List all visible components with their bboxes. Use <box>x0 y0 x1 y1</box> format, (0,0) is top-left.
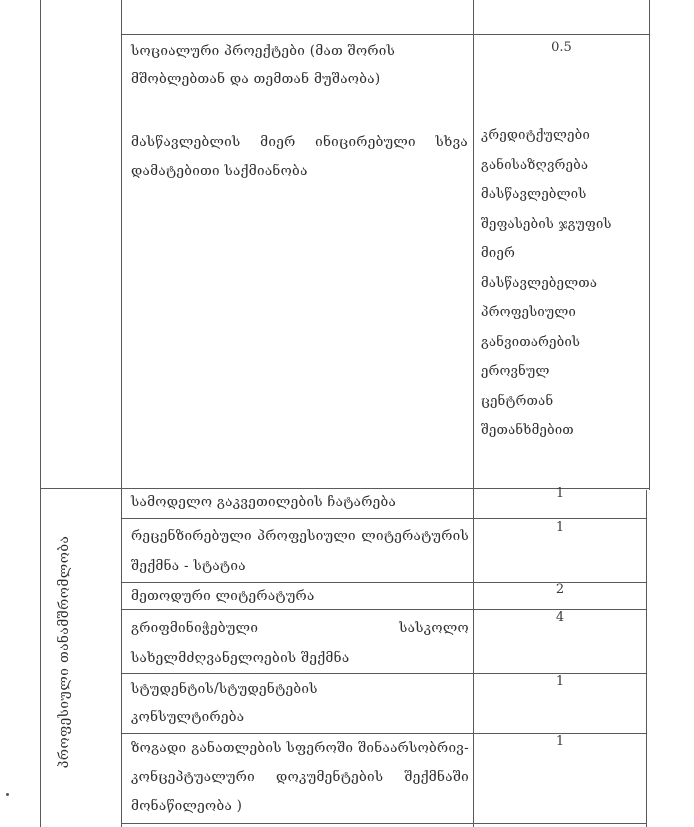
activity-cell: გრიფმინიჭებული სასკოლო სახელმძღვანელოების შექმნა <box>131 620 469 666</box>
activity-cell: რეცენზირებული პროფესიული ლიტერატურის შექმნა - სტატია <box>131 528 469 574</box>
credit-cell: 0.5 <box>551 40 572 55</box>
activity-cell: სტუდენტის/სტუდენტების კონსულტირება <box>131 681 318 725</box>
credit-cell: 2 <box>555 582 565 597</box>
credit-note-line: განვითარების <box>481 334 581 350</box>
row-line <box>121 518 647 519</box>
credit-note-line: განისაზღვრება <box>481 157 589 173</box>
table-right-border-lower <box>646 490 647 827</box>
column-divider-2 <box>473 0 474 827</box>
row-line <box>121 34 650 35</box>
credit-cell: 4 <box>555 610 565 625</box>
activity-cell: მეთოდური ლიტერატურა <box>131 588 315 604</box>
credit-note-line: კრედიტქულები <box>481 128 591 143</box>
credit-note-line: შეფასების ჯგუფის <box>481 216 612 232</box>
column-divider-1 <box>121 0 122 827</box>
credit-cell: 1 <box>555 674 565 689</box>
activity-cell: სოციალური პროექტები (მათ შორის მშობლებთან და თემთან მუშაობა) <box>131 43 396 87</box>
activity-cell: ზოგადი განათლების სფეროში შინაარსობრივ-კონცეპტუალური დოკუმენტების შექმნაში მონაწილეობა ) <box>131 740 469 814</box>
credit-note-line: შეთანხმებით <box>481 423 574 438</box>
credit-note-line: მიერ <box>481 246 516 261</box>
credit-cell: 1 <box>555 486 565 501</box>
credit-note-line: ეროვნულ <box>481 364 550 379</box>
stray-mark <box>6 793 9 796</box>
credit-note-line: პროფესიული <box>481 305 577 320</box>
credit-note-line: მასწავლებლის <box>481 187 587 202</box>
credit-cell: 1 <box>555 520 565 535</box>
table-left-border <box>40 0 41 827</box>
activity-cell: სამოდელო გაკვეთილების ჩატარება <box>131 494 397 510</box>
credit-note-cell <box>481 121 647 446</box>
credit-note-line: მასწავლებელთა <box>481 275 598 291</box>
category-label: პროფესიული თანამშრომლობა <box>56 535 72 769</box>
table-right-border <box>649 0 650 490</box>
credit-cell: 1 <box>555 734 565 749</box>
activity-cell: მასწავლებლის მიერ ინიცირებული სხვა დამატებითი საქმიანობა <box>131 134 468 179</box>
credit-note-line: ცენტრთან <box>481 393 554 409</box>
table-bottom-border <box>121 823 647 824</box>
